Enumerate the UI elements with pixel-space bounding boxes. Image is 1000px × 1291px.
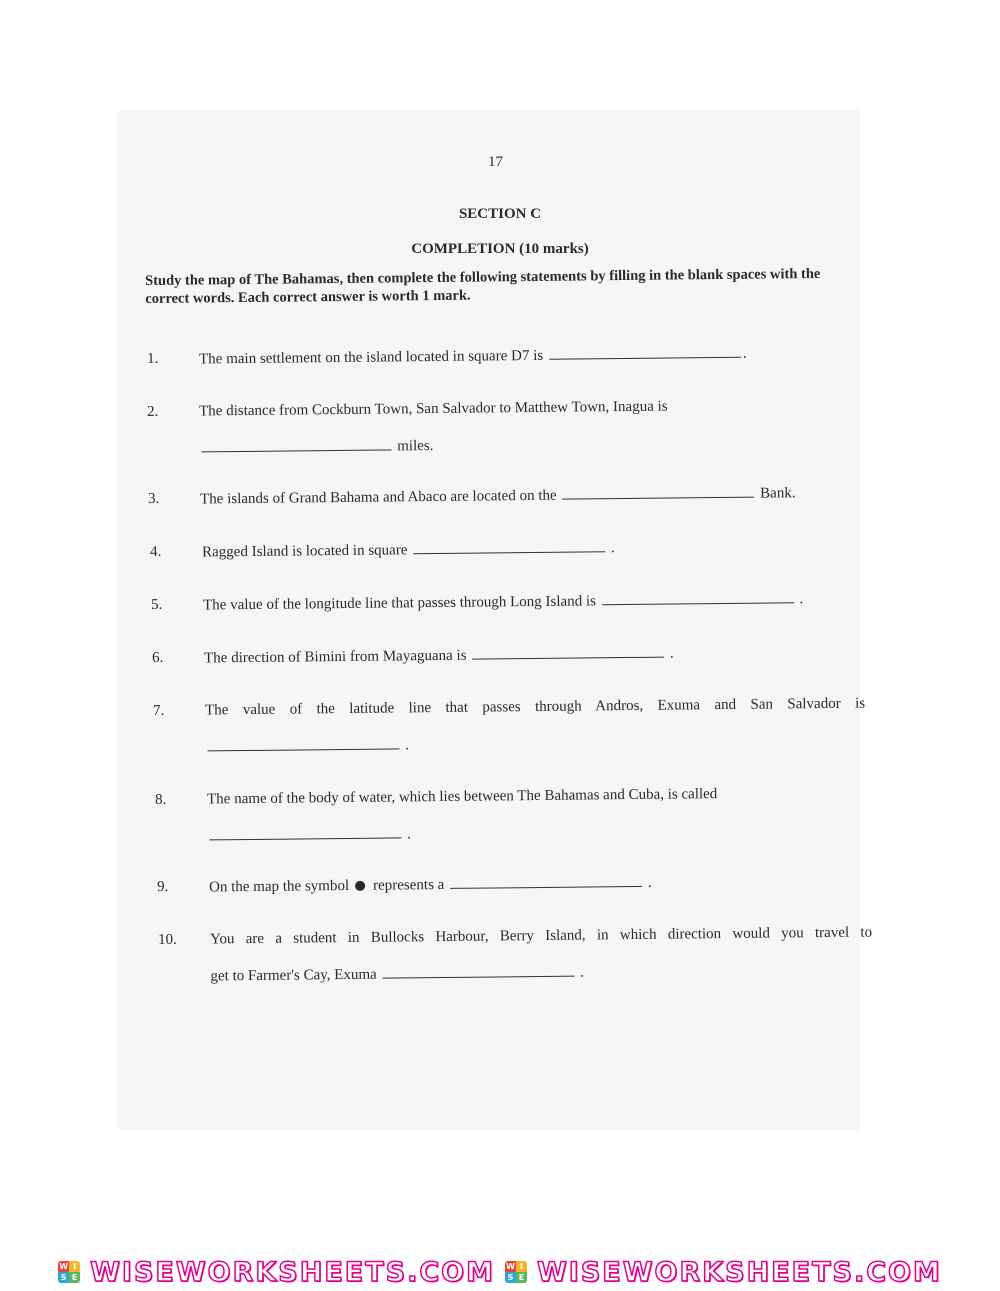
brand-text-repeat: WISEWORKSHEETS.COM — [537, 1256, 942, 1288]
question-number: 6. — [152, 649, 164, 666]
question-end: . — [405, 737, 410, 754]
question-end: . — [580, 964, 585, 981]
question-number: 10. — [158, 931, 177, 948]
question-text: On the map the symbol — [209, 877, 350, 896]
question-end: . — [799, 591, 804, 608]
question-end: . — [669, 645, 674, 662]
question-text: The value of the longitude line that passes through Long Island is — [203, 593, 597, 614]
answer-blank-4[interactable] — [413, 538, 605, 554]
question-number: 5. — [151, 596, 163, 613]
answer-blank-1[interactable] — [549, 344, 741, 360]
question-number: 7. — [153, 702, 165, 719]
brand-logo-icon: W I S E — [58, 1261, 80, 1283]
question-number: 1. — [147, 350, 159, 367]
question-text: The name of the body of water, which lies between The Bahamas and Cuba, is called — [207, 786, 718, 808]
question-number: 4. — [150, 543, 162, 560]
question-text: The main settlement on the island located in square D7 is — [199, 347, 544, 368]
question-end: . — [610, 540, 615, 557]
question-text: The value of the latitude line that passes through Andros, Exuma and San Salvador is — [205, 695, 866, 719]
question-number: 2. — [147, 403, 159, 420]
question-end: . — [407, 826, 412, 843]
question-end: Bank. — [760, 485, 796, 502]
section-subtitle: COMPLETION (10 marks) — [411, 241, 589, 257]
answer-blank-6[interactable] — [472, 644, 664, 660]
question-text: You are a student in Bullocks Harbour, Berry Island, in which direction would you travel to — [210, 924, 873, 948]
page-number: 17 — [488, 154, 503, 170]
answer-blank-10[interactable] — [382, 963, 574, 979]
section-title: SECTION C — [458, 206, 542, 222]
question-end: miles. — [397, 438, 434, 455]
answer-blank-2[interactable] — [201, 436, 391, 452]
question-text-after-symbol: represents a — [372, 876, 445, 894]
question-number: 3. — [148, 490, 160, 507]
question-text-line-2: get to Farmer's Cay, Exuma — [210, 966, 377, 985]
instructions: Study the map of The Bahamas, then complete the following statements by filling in the blank spaces with the correct words. Each correct answer is worth 1 mark. — [145, 265, 821, 307]
brand-logo-icon: W I S E — [505, 1261, 527, 1283]
question-number: 9. — [157, 878, 169, 895]
settlement-dot-icon — [355, 881, 365, 891]
answer-blank-8[interactable] — [209, 824, 401, 840]
question-number: 8. — [155, 791, 167, 808]
question-end: . — [742, 345, 747, 362]
question-text: The islands of Grand Bahama and Abaco are located on the — [200, 487, 557, 508]
question-text: The direction of Bimini from Mayaguana is — [204, 647, 467, 667]
question-text: Ragged Island is located in square — [202, 542, 408, 561]
watermark-footer — [0, 1256, 1000, 1288]
answer-blank-7[interactable] — [207, 735, 399, 751]
brand-text: WISEWORKSHEETS.COM — [90, 1256, 495, 1288]
answer-blank-3[interactable] — [562, 484, 754, 500]
answer-blank-9[interactable] — [450, 873, 642, 889]
question-end: . — [647, 874, 652, 891]
question-text: The distance from Cockburn Town, San Salvador to Matthew Town, Inagua is — [199, 398, 668, 420]
answer-blank-5[interactable] — [602, 589, 794, 605]
